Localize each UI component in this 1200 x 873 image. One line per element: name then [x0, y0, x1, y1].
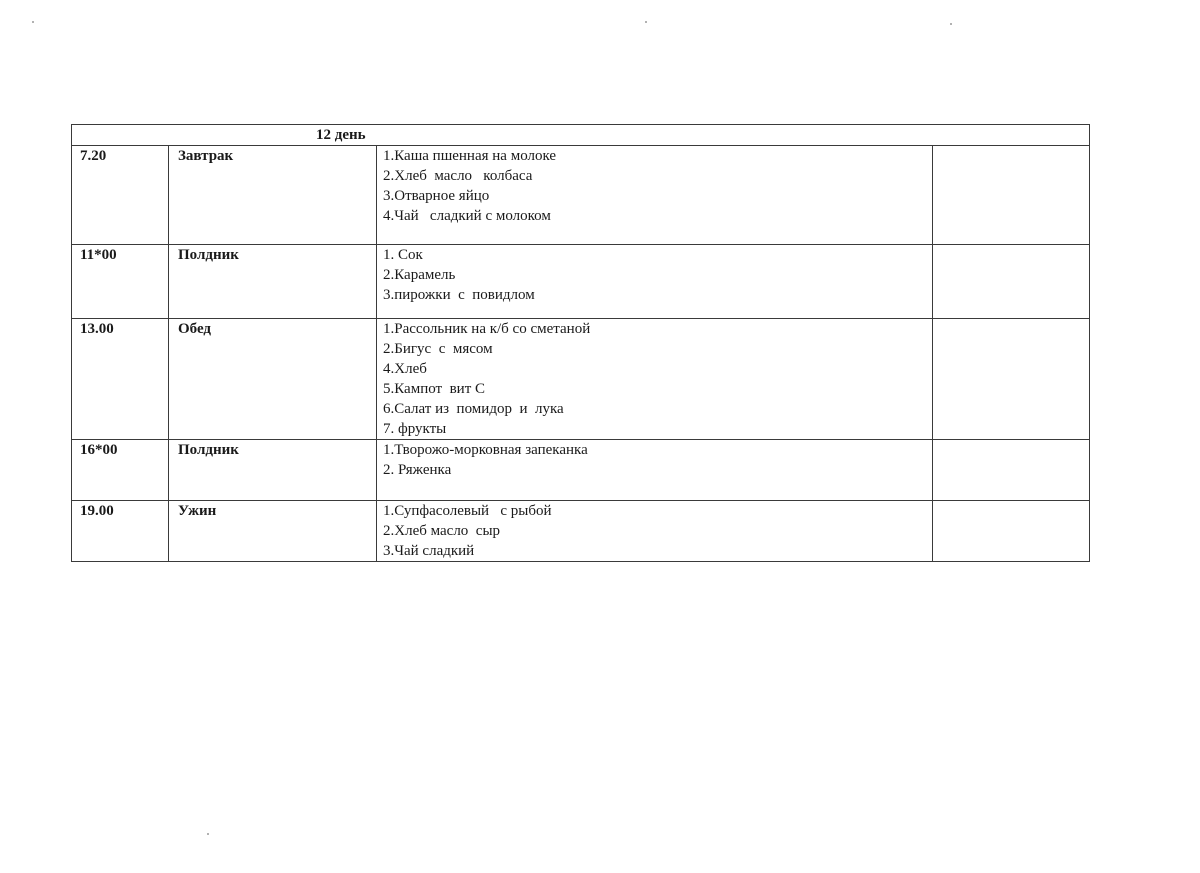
- dish-item: 4.Чай сладкий с молоком: [383, 208, 551, 224]
- dish-item: 3.Отварное яйцо: [383, 188, 490, 204]
- dish-item: 2.Хлеб масло колбаса: [383, 168, 533, 184]
- empty-cell: [933, 319, 1090, 440]
- table-row: [72, 319, 1090, 440]
- time-cell: 13.00: [72, 319, 169, 440]
- dish-item: 1.Супфасолевый с рыбой: [383, 503, 552, 519]
- dish-item: 7. фрукты: [383, 421, 447, 437]
- dish-item: 3.Чай сладкий: [383, 543, 475, 559]
- dish-item: 1.Каша пшенная на молоке: [383, 148, 557, 164]
- time-cell: 16*00: [72, 440, 169, 501]
- dish-item: 2.Хлеб масло сыр: [383, 523, 501, 539]
- dish-item: 5.Кампот вит С: [383, 381, 486, 397]
- dishes-cell: [377, 245, 933, 319]
- empty-cell: [933, 501, 1090, 562]
- dish-item: 3.пирожки с повидлом: [383, 287, 535, 303]
- meal-cell: Ужин: [169, 501, 377, 562]
- empty-cell: [933, 146, 1090, 245]
- dishes-cell: [377, 319, 933, 440]
- meal-cell: Завтрак: [169, 146, 377, 245]
- dishes-cell: [377, 440, 933, 501]
- dish-item: 2.Бигус с мясом: [383, 341, 493, 357]
- scan-speck: [207, 833, 209, 835]
- empty-cell: [933, 440, 1090, 501]
- table-row: [72, 146, 1090, 245]
- dish-item: 2. Ряженка: [383, 462, 452, 478]
- table-row: [72, 245, 1090, 319]
- time-cell: 11*00: [72, 245, 169, 319]
- meal-cell: Полдник: [169, 245, 377, 319]
- scan-speck: [32, 21, 34, 23]
- table-row: [72, 501, 1090, 562]
- time-cell: 19.00: [72, 501, 169, 562]
- meal-cell: Полдник: [169, 440, 377, 501]
- scan-speck: [645, 21, 647, 23]
- dish-item: 1. Сок: [383, 247, 423, 263]
- title-row: [72, 125, 1090, 146]
- dish-item: 4.Хлеб: [383, 361, 427, 377]
- dish-item: 1.Творожо-морковная запеканка: [383, 442, 588, 458]
- dishes-cell: [377, 146, 933, 245]
- meal-cell: Обед: [169, 319, 377, 440]
- title-cell: [72, 125, 1090, 146]
- scan-speck: [950, 23, 952, 25]
- dish-item: 1.Рассольник на к/б со сметаной: [383, 321, 591, 337]
- empty-cell: [933, 245, 1090, 319]
- time-cell: 7.20: [72, 146, 169, 245]
- dish-item: 6.Салат из помидор и лука: [383, 401, 564, 417]
- day-title: 12 день: [316, 127, 366, 143]
- dishes-cell: [377, 501, 933, 562]
- menu-table: [71, 124, 1090, 562]
- table-row: [72, 440, 1090, 501]
- dish-item: 2.Карамель: [383, 267, 456, 283]
